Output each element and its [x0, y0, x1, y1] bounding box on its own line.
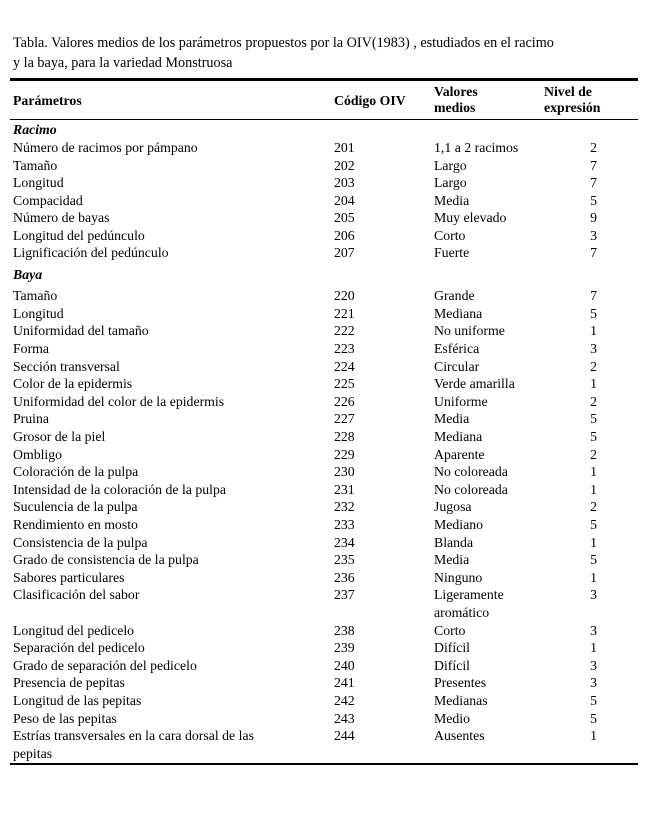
cell-valor: Jugosa	[434, 499, 472, 514]
cell-valor: Largo	[434, 175, 467, 190]
cell-codigo: 240	[334, 658, 355, 673]
cell-valor: Circular	[434, 359, 480, 374]
table-row	[0, 340, 648, 357]
cell-param: pepitas	[13, 746, 53, 761]
cell-codigo: 238	[334, 623, 355, 638]
table-row	[0, 745, 648, 762]
table-row	[0, 410, 648, 427]
cell-codigo: 241	[334, 675, 355, 690]
cell-codigo: 223	[334, 341, 355, 356]
cell-param: Pruina	[13, 411, 50, 426]
table-row	[0, 209, 648, 226]
table-caption	[13, 33, 623, 73]
table-row	[0, 305, 648, 322]
table-row	[0, 446, 648, 463]
cell-valor: Largo	[434, 158, 467, 173]
cell-param: Número de bayas	[13, 210, 110, 225]
cell-param: Color de la epidermis	[13, 376, 133, 391]
cell-param: Lignificación del pedúnculo	[13, 245, 169, 260]
table-row	[0, 569, 648, 586]
cell-codigo: 244	[334, 728, 355, 743]
table-row	[0, 227, 648, 244]
table-row	[0, 657, 648, 674]
table-row	[0, 139, 648, 156]
cell-nivel: 3	[590, 623, 597, 638]
cell-valor: Muy elevado	[434, 210, 507, 225]
table-row	[0, 375, 648, 392]
header-codigo-oiv: Código OIV	[334, 93, 406, 108]
cell-nivel: 3	[590, 341, 597, 356]
cell-nivel: 2	[590, 394, 597, 409]
header-nivel-expresion	[544, 84, 600, 116]
cell-codigo: 203	[334, 175, 355, 190]
cell-valor: Media	[434, 193, 470, 208]
header-nivel-line-2: expresión	[544, 100, 601, 115]
cell-param: Longitud del pedúnculo	[13, 228, 145, 243]
cell-nivel: 1	[590, 376, 597, 391]
table-row	[0, 157, 648, 174]
cell-param: Uniformidad del color de la epidermis	[13, 394, 225, 409]
cell-param: Tamaño	[13, 158, 58, 173]
section-racimo: Racimo	[13, 122, 57, 137]
cell-valor: Verde amarilla	[434, 376, 515, 391]
cell-valor: Ninguno	[434, 570, 483, 585]
cell-codigo: 237	[334, 587, 355, 602]
table-row	[0, 192, 648, 209]
table-row	[0, 534, 648, 551]
table-bottom-rule	[10, 763, 638, 765]
cell-nivel: 3	[590, 675, 597, 690]
cell-valor: Corto	[434, 623, 466, 638]
table-row	[0, 322, 648, 339]
cell-param: Grado de separación del pedicelo	[13, 658, 197, 673]
section-baya: Baya	[13, 267, 43, 282]
table-header-rule	[10, 119, 638, 120]
cell-nivel: 5	[590, 517, 597, 532]
cell-valor: Mediana	[434, 306, 483, 321]
cell-param: Sabores particulares	[13, 570, 125, 585]
cell-nivel: 1	[590, 323, 597, 338]
cell-param: Presencia de pepitas	[13, 675, 125, 690]
cell-codigo: 230	[334, 464, 355, 479]
cell-valor: Esférica	[434, 341, 480, 356]
cell-nivel: 3	[590, 587, 597, 602]
cell-nivel: 7	[590, 158, 597, 173]
cell-valor: Blanda	[434, 535, 474, 550]
cell-valor: Presentes	[434, 675, 487, 690]
cell-codigo: 235	[334, 552, 355, 567]
cell-valor: Media	[434, 552, 470, 567]
table-row	[0, 692, 648, 709]
cell-param: Rendimiento en mosto	[13, 517, 138, 532]
table-row	[0, 481, 648, 498]
cell-valor: Difícil	[434, 658, 471, 673]
cell-codigo: 243	[334, 711, 355, 726]
table-row	[0, 516, 648, 533]
cell-param: Longitud de las pepitas	[13, 693, 142, 708]
cell-param: Tamaño	[13, 288, 58, 303]
cell-codigo: 232	[334, 499, 355, 514]
caption-line-1: Tabla. Valores medios de los parámetros propuestos por la OIV(1983) , estudiados en el racimo	[13, 35, 554, 51]
cell-codigo: 202	[334, 158, 355, 173]
cell-nivel: 5	[590, 552, 597, 567]
cell-codigo: 239	[334, 640, 355, 655]
cell-param: Peso de las pepitas	[13, 711, 117, 726]
cell-nivel: 5	[590, 306, 597, 321]
cell-codigo: 224	[334, 359, 355, 374]
cell-valor: Medianas	[434, 693, 488, 708]
cell-valor: aromático	[434, 605, 490, 620]
cell-param: Clasificación del sabor	[13, 587, 140, 602]
table-row	[0, 710, 648, 727]
cell-param: Longitud del pedicelo	[13, 623, 135, 638]
table-row	[0, 604, 648, 621]
cell-nivel: 3	[590, 228, 597, 243]
cell-nivel: 2	[590, 499, 597, 514]
cell-nivel: 5	[590, 411, 597, 426]
header-valores-medios	[434, 84, 478, 116]
cell-codigo: 207	[334, 245, 355, 260]
cell-codigo: 222	[334, 323, 355, 338]
cell-nivel: 5	[590, 429, 597, 444]
cell-codigo: 206	[334, 228, 355, 243]
cell-param: Consistencia de la pulpa	[13, 535, 148, 550]
cell-valor: Mediano	[434, 517, 484, 532]
table-row	[0, 244, 648, 261]
cell-nivel: 5	[590, 193, 597, 208]
cell-valor: Media	[434, 411, 470, 426]
cell-valor: No coloreada	[434, 464, 508, 479]
cell-codigo: 220	[334, 288, 355, 303]
header-nivel-line-1: Nivel de	[544, 84, 592, 99]
cell-nivel: 7	[590, 175, 597, 190]
cell-nivel: 1	[590, 728, 597, 743]
cell-valor: 1,1 a 2 racimos	[434, 140, 519, 155]
cell-codigo: 229	[334, 447, 355, 462]
cell-codigo: 201	[334, 140, 355, 155]
cell-valor: Ligeramente	[434, 587, 504, 602]
cell-valor: Uniforme	[434, 394, 488, 409]
table-top-rule	[10, 78, 638, 81]
table-row	[0, 551, 648, 568]
cell-valor: No coloreada	[434, 482, 508, 497]
cell-param: Longitud	[13, 175, 64, 190]
cell-nivel: 5	[590, 693, 597, 708]
table-row	[0, 639, 648, 656]
cell-param: Separación del pedicelo	[13, 640, 145, 655]
cell-nivel: 2	[590, 359, 597, 374]
table-row	[0, 622, 648, 639]
cell-param: Uniformidad del tamaño	[13, 323, 149, 338]
cell-nivel: 2	[590, 140, 597, 155]
cell-param: Forma	[13, 341, 50, 356]
cell-param: Ombligo	[13, 447, 63, 462]
cell-param: Longitud	[13, 306, 64, 321]
header-valores-line-2: medios	[434, 100, 476, 115]
cell-nivel: 5	[590, 711, 597, 726]
cell-param: Grado de consistencia de la pulpa	[13, 552, 199, 567]
table-row	[0, 498, 648, 515]
cell-param: Sección transversal	[13, 359, 120, 374]
cell-nivel: 2	[590, 447, 597, 462]
cell-valor: No uniforme	[434, 323, 505, 338]
cell-nivel: 1	[590, 570, 597, 585]
cell-codigo: 226	[334, 394, 355, 409]
cell-nivel: 9	[590, 210, 597, 225]
table-row	[0, 393, 648, 410]
cell-nivel: 1	[590, 482, 597, 497]
cell-param: Número de racimos por pámpano	[13, 140, 198, 155]
header-parametros: Parámetros	[13, 93, 82, 108]
cell-nivel: 1	[590, 535, 597, 550]
cell-nivel: 3	[590, 658, 597, 673]
cell-nivel: 1	[590, 464, 597, 479]
cell-valor: Ausentes	[434, 728, 485, 743]
cell-codigo: 225	[334, 376, 355, 391]
cell-param: Grosor de la piel	[13, 429, 106, 444]
cell-param: Coloración de la pulpa	[13, 464, 139, 479]
cell-codigo: 233	[334, 517, 355, 532]
table-row	[0, 174, 648, 191]
cell-valor: Corto	[434, 228, 466, 243]
cell-codigo: 228	[334, 429, 355, 444]
cell-param: Compacidad	[13, 193, 83, 208]
cell-nivel: 7	[590, 245, 597, 260]
cell-codigo: 234	[334, 535, 355, 550]
table-row	[0, 586, 648, 603]
table-row	[0, 674, 648, 691]
cell-codigo: 205	[334, 210, 355, 225]
table-row	[0, 287, 648, 304]
cell-valor: Aparente	[434, 447, 485, 462]
cell-valor: Mediana	[434, 429, 483, 444]
cell-codigo: 204	[334, 193, 355, 208]
cell-valor: Difícil	[434, 640, 471, 655]
table-row	[0, 463, 648, 480]
cell-codigo: 236	[334, 570, 355, 585]
cell-codigo: 242	[334, 693, 355, 708]
cell-nivel: 7	[590, 288, 597, 303]
cell-codigo: 231	[334, 482, 355, 497]
table-row	[0, 358, 648, 375]
cell-valor: Medio	[434, 711, 471, 726]
table-row	[0, 428, 648, 445]
cell-valor: Grande	[434, 288, 475, 303]
table-row	[0, 727, 648, 744]
cell-codigo: 227	[334, 411, 355, 426]
cell-param: Intensidad de la coloración de la pulpa	[13, 482, 227, 497]
caption-line-2: y la baya, para la variedad Monstruosa	[13, 55, 233, 71]
cell-param: Estrías transversales en la cara dorsal de las	[13, 728, 254, 743]
cell-nivel: 1	[590, 640, 597, 655]
header-valores-line-1: Valores	[434, 84, 478, 99]
cell-codigo: 221	[334, 306, 355, 321]
cell-valor: Fuerte	[434, 245, 470, 260]
cell-param: Suculencia de la pulpa	[13, 499, 138, 514]
